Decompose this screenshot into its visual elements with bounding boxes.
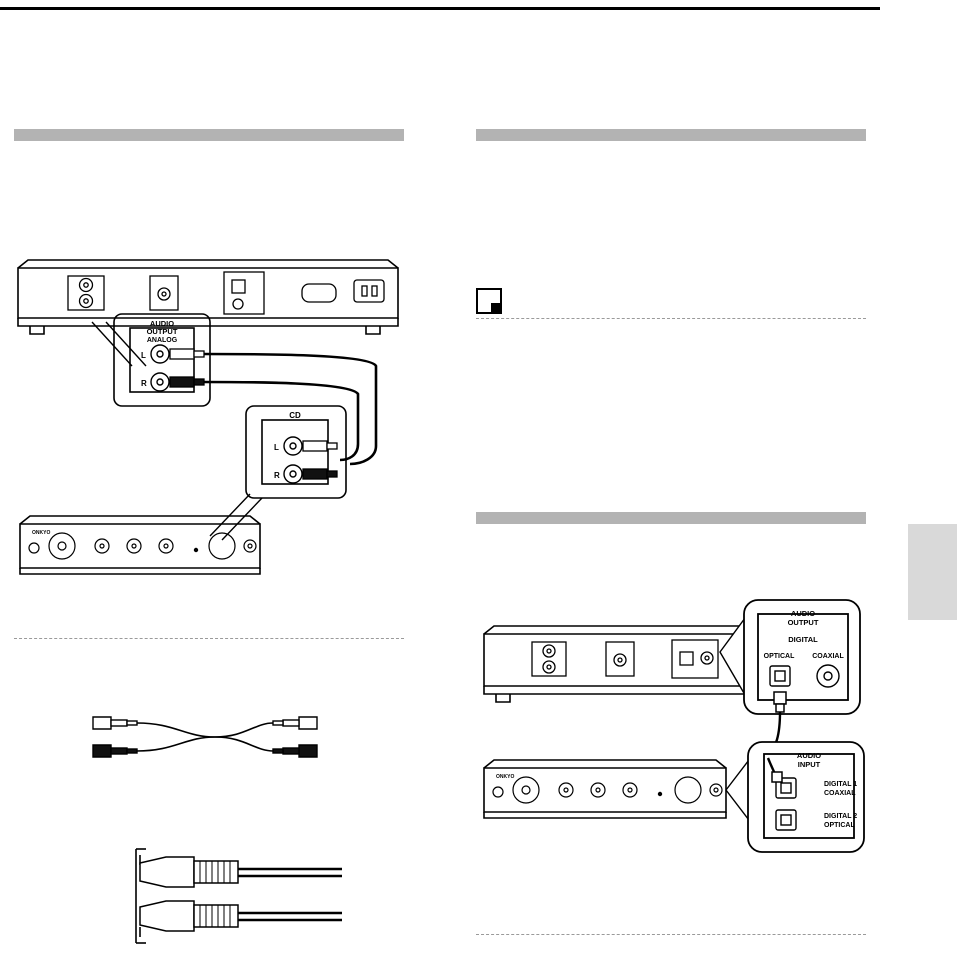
svg-text:ANALOG: ANALOG <box>146 337 178 344</box>
page-side-tab <box>908 524 957 620</box>
svg-text:OUTPUT: OUTPUT <box>787 618 819 627</box>
divider-left <box>14 638 404 639</box>
svg-text:R: R <box>141 379 147 388</box>
section-bar-right-bottom <box>476 512 866 524</box>
svg-text:R: R <box>274 471 280 480</box>
svg-text:DIGITAL: DIGITAL <box>788 635 818 644</box>
svg-text:INPUT: INPUT <box>797 760 821 769</box>
section-bar-right-top <box>476 129 866 141</box>
svg-text:DIGITAL 1: DIGITAL 1 <box>824 781 858 788</box>
svg-text:AUDIO: AUDIO <box>796 751 822 760</box>
svg-text:DIGITAL 2: DIGITAL 2 <box>824 813 858 820</box>
analog-connection-diagram <box>10 258 410 578</box>
rca-plug-detail-figure <box>122 845 352 950</box>
section-bar-left <box>14 129 404 141</box>
svg-text:COAXIAL: COAXIAL <box>824 790 856 797</box>
svg-text:COAXIAL: COAXIAL <box>812 653 844 660</box>
rca-stereo-cable-figure <box>85 705 325 775</box>
svg-text:AUDIO: AUDIO <box>790 609 816 618</box>
svg-text:ONKYO: ONKYO <box>32 530 51 536</box>
svg-text:OUTPUT: OUTPUT <box>146 327 178 336</box>
digital-connection-diagram <box>476 596 876 866</box>
page-top-rule <box>0 7 880 10</box>
svg-text:L: L <box>141 351 146 360</box>
svg-text:L: L <box>274 443 279 452</box>
svg-text:CD: CD <box>289 411 301 420</box>
svg-text:ONKYO: ONKYO <box>496 774 515 780</box>
divider-right-top <box>476 318 866 319</box>
svg-text:OPTICAL: OPTICAL <box>763 653 795 660</box>
divider-right-bottom <box>476 934 866 935</box>
svg-text:OPTICAL: OPTICAL <box>824 822 855 829</box>
svg-text:AUDIO: AUDIO <box>149 319 175 328</box>
note-square-icon <box>476 288 502 314</box>
